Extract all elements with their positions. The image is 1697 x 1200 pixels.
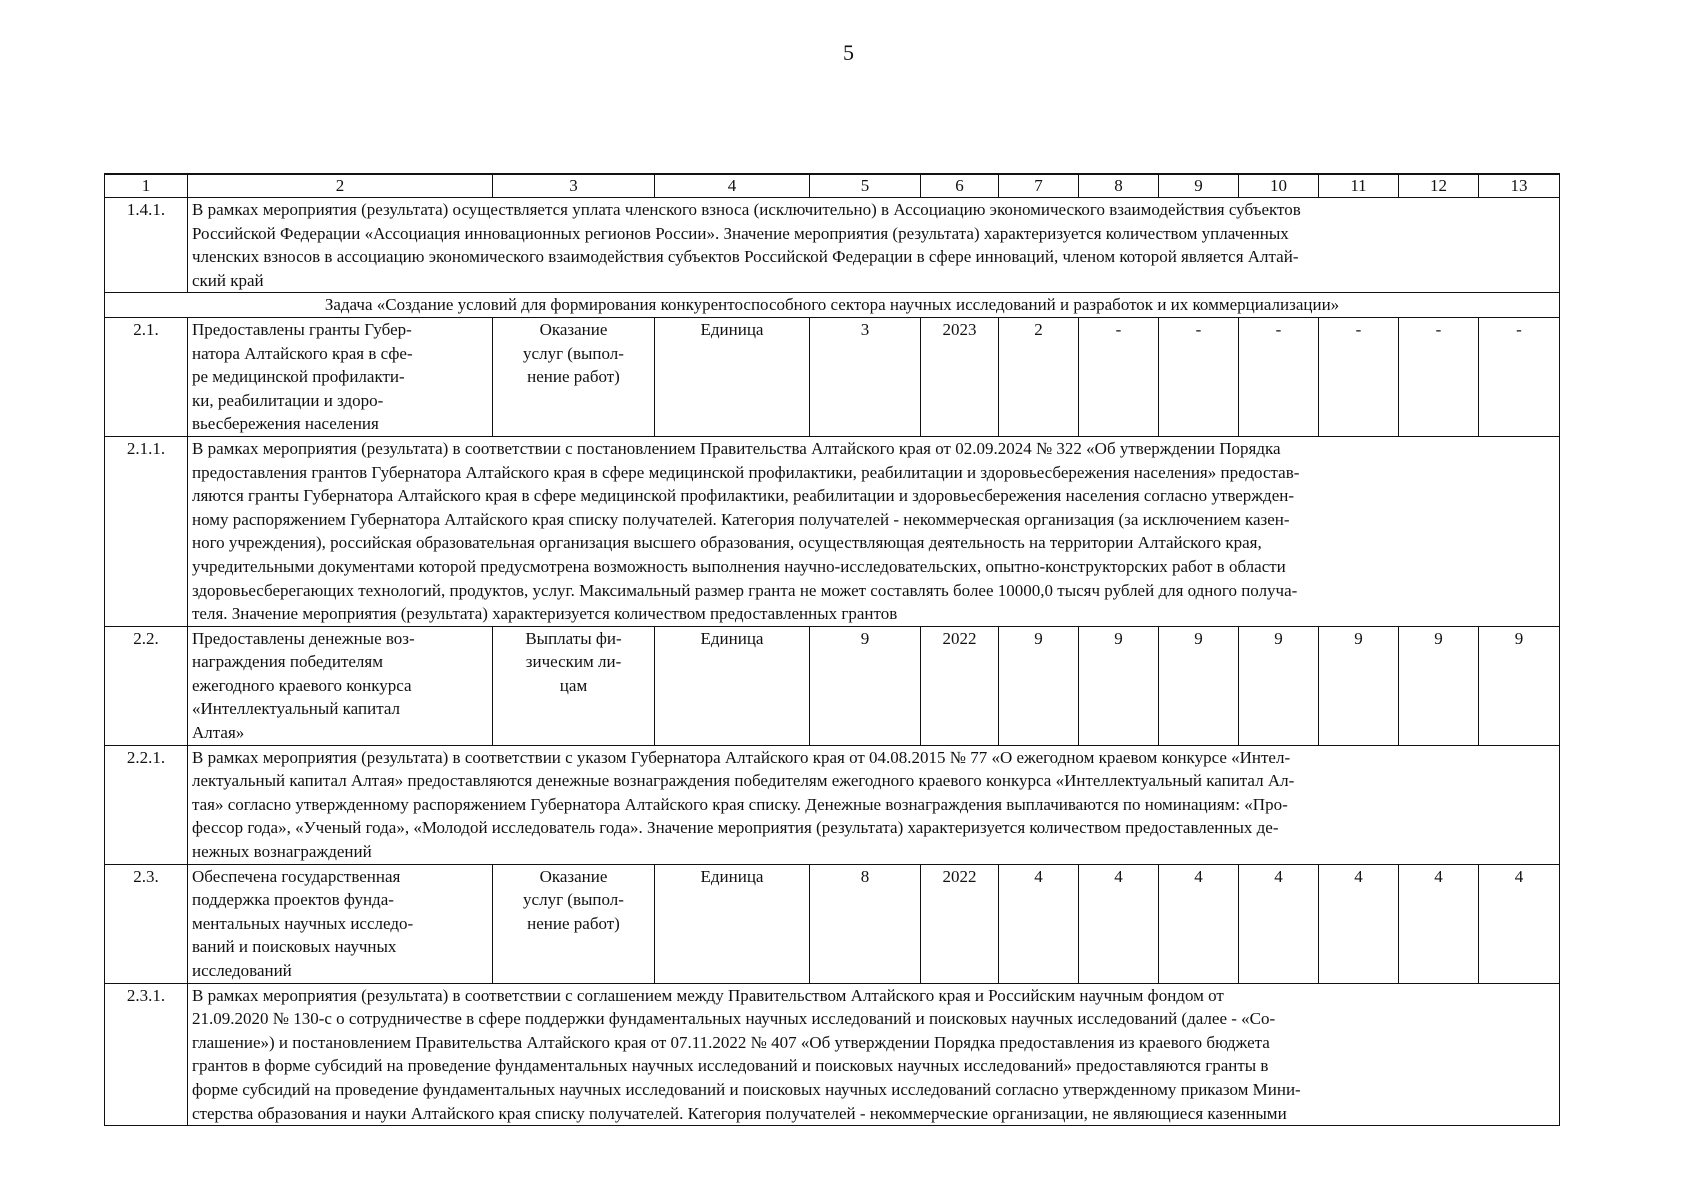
result-name [188, 864, 493, 983]
description-row [105, 198, 1560, 293]
row-number: 2.1.1. [105, 436, 188, 626]
description-row [105, 745, 1560, 864]
column-number-header: 7 [999, 174, 1079, 198]
year-value: 9 [1479, 626, 1560, 745]
result-type-line: Выплаты фи- [525, 628, 622, 648]
header-row [105, 174, 1560, 198]
base-year: 2022 [921, 864, 999, 983]
row-number: 2.2.1. [105, 745, 188, 864]
result-name-line: ежегодного краевого конкурса [192, 675, 412, 695]
column-number-header: 11 [1319, 174, 1399, 198]
column-number-header: 1 [105, 174, 188, 198]
result-type-line: цам [559, 675, 588, 695]
description-text [188, 436, 1560, 626]
result-name-line: Предоставлены гранты Губер- [192, 319, 412, 339]
result-name-line: ментальных научных исследо- [192, 913, 414, 933]
row-number: 2.3. [105, 864, 188, 983]
year-value: 4 [1159, 864, 1239, 983]
year-value: 4 [1399, 864, 1479, 983]
row-number: 2.3.1. [105, 983, 188, 1126]
result-name-line: Алтая» [192, 723, 245, 743]
base-value: 9 [810, 626, 921, 745]
measures-table [104, 173, 1560, 1126]
result-type-line: зическим ли- [525, 652, 622, 672]
indicator-row [105, 864, 1560, 983]
description-line: членских взносов в ассоциацию экономического взаимодействия субъектов Российской Федерации в сфере инноваций, членом которой является Алтай- [192, 247, 1299, 267]
description-line: нежных вознаграждений [192, 842, 372, 862]
result-name-line: исследований [192, 961, 292, 980]
description-line: ляются гранты Губернатора Алтайского края в сфере медицинской профилактики, реабилитации и здоровьесбережения населения согласно утвержден- [192, 486, 1295, 506]
year-value: 9 [999, 626, 1079, 745]
result-name-line: награждения победителям [192, 652, 383, 672]
description-line: 21.09.2020 № 130-с о сотрудничестве в сфере поддержки фундаментальных научных исследований и поисковых научных исследований (далее - «Со- [192, 1009, 1276, 1029]
column-number-header: 2 [188, 174, 493, 198]
result-name-line: ки, реабилитации и здоро- [192, 390, 384, 410]
result-type-line: Оказание [539, 319, 608, 339]
result-name-line: ваний и поисковых научных [192, 937, 397, 957]
year-value: 9 [1239, 626, 1319, 745]
indicator-row [105, 317, 1560, 436]
description-text [188, 198, 1560, 293]
result-name-line: вьесбережения населения [192, 414, 379, 434]
result-type [493, 864, 655, 983]
description-line: тая» согласно утвержденному распоряжением Губернатора Алтайского края списку. Денежные вознаграждения выплачиваются по номинациям: «Про- [192, 794, 1288, 814]
year-value: - [1479, 317, 1560, 436]
result-name [188, 317, 493, 436]
row-number: 1.4.1. [105, 198, 188, 293]
description-line: В рамках мероприятия (результата) осуществляется уплата членского взноса (исключительно) в Ассоциацию экономического взаимодействия субъектов [192, 200, 1301, 219]
base-value: 3 [810, 317, 921, 436]
column-number-header: 13 [1479, 174, 1560, 198]
year-value: 4 [1479, 864, 1560, 983]
column-number-header: 12 [1399, 174, 1479, 198]
base-value: 8 [810, 864, 921, 983]
description-line: ский край [192, 270, 264, 290]
description-line: здоровьесберегающих технологий, продуктов, услуг. Максимальный размер гранта не может составлять более 10000,0 тысяч рублей для одного получа- [192, 580, 1298, 600]
column-number-header: 6 [921, 174, 999, 198]
description-line: учредительными документами которой предусмотрена возможность выполнения научно-исследовательских, опытно-конструкторских работ в области [192, 556, 1286, 576]
result-name-line: натора Алтайского края в сфе- [192, 343, 413, 363]
column-number-header: 9 [1159, 174, 1239, 198]
description-text [188, 983, 1560, 1126]
year-value: 4 [999, 864, 1079, 983]
year-value: 9 [1399, 626, 1479, 745]
column-number-header: 3 [493, 174, 655, 198]
description-line: ного учреждения), российская образовательная организация высшего образования, осуществляющая деятельность на территории Алтайского края, [192, 533, 1262, 553]
task-row [105, 293, 1560, 318]
description-line: В рамках мероприятия (результата) в соответствии с указом Губернатора Алтайского края от 04.08.2015 № 77 «О ежегодном краевом конкурсе «Интел- [192, 747, 1291, 767]
table-body [105, 174, 1560, 1126]
year-value: - [1159, 317, 1239, 436]
description-text [188, 745, 1560, 864]
result-name-line: «Интеллектуальный капитал [192, 699, 401, 719]
unit: Единица [655, 626, 810, 745]
column-number-header: 10 [1239, 174, 1319, 198]
description-line: В рамках мероприятия (результата) в соответствии с соглашением между Правительством Алтайского края и Российским научным фондом от [192, 985, 1224, 1005]
base-year: 2023 [921, 317, 999, 436]
description-line: лектуальный капитал Алтая» предоставляются денежные вознаграждения победителям ежегодного краевого конкурса «Интеллектуальный капитал Ал- [192, 771, 1295, 791]
result-name [188, 626, 493, 745]
result-type-line: нение работ) [527, 367, 620, 387]
year-value: 4 [1319, 864, 1399, 983]
column-number-header: 5 [810, 174, 921, 198]
year-value: - [1079, 317, 1159, 436]
result-name-line: Обеспечена государственная [192, 866, 401, 886]
description-line: глашение») и постановлением Правительства Алтайского края от 07.11.2022 № 407 «Об утверждении Порядка предоставления из краевого бюджета [192, 1032, 1270, 1052]
unit: Единица [655, 317, 810, 436]
result-type-line: Оказание [539, 866, 608, 886]
year-value: 9 [1319, 626, 1399, 745]
row-number: 2.2. [105, 626, 188, 745]
result-type-line: услуг (выпол- [523, 343, 624, 363]
result-name-line: поддержка проектов фунда- [192, 890, 394, 910]
description-line: теля. Значение мероприятия (результата) характеризуется количеством предоставленных грантов [192, 604, 898, 624]
column-number-header: 4 [655, 174, 810, 198]
year-value: 9 [1079, 626, 1159, 745]
row-number: 2.1. [105, 317, 188, 436]
year-value: - [1319, 317, 1399, 436]
description-line: предоставления грантов Губернатора Алтайского края в сфере медицинской профилактики, реабилитации и здоровьесбережения населения» предостав- [192, 462, 1300, 482]
year-value: 9 [1159, 626, 1239, 745]
year-value: 4 [1079, 864, 1159, 983]
column-number-header: 8 [1079, 174, 1159, 198]
description-line: Российской Федерации «Ассоциация инновационных регионов России». Значение мероприятия (результата) характеризуется количеством уплаченных [192, 223, 1289, 243]
indicator-row [105, 626, 1560, 745]
description-row [105, 983, 1560, 1126]
year-value: - [1399, 317, 1479, 436]
year-value: - [1239, 317, 1319, 436]
description-line: форме субсидий на проведение фундаментальных научных исследований и поисковых научных исследований согласно утвержденному приказом Мини- [192, 1079, 1301, 1099]
base-year: 2022 [921, 626, 999, 745]
description-line: ному распоряжением Губернатора Алтайского края списку получателей. Категория получателей - некоммерческая организация (за исключением казен- [192, 509, 1290, 529]
year-value: 2 [999, 317, 1079, 436]
task-title: Задача «Создание условий для формирования конкурентоспособного сектора научных исследований и разработок и их коммерциализации» [105, 293, 1560, 318]
result-type-line: услуг (выпол- [523, 890, 624, 910]
description-line: фессор года», «Ученый года», «Молодой исследователь года». Значение мероприятия (результата) характеризуется количеством предоставленных де- [192, 818, 1279, 838]
description-line: грантов в форме субсидий на проведение фундаментальных научных исследований и поисковых научных исследований» предоставляются гранты в [192, 1056, 1269, 1076]
description-line: В рамках мероприятия (результата) в соответствии с постановлением Правительства Алтайского края от 02.09.2024 № 322 «Об утверждении Порядка [192, 438, 1281, 458]
page-number: 5 [843, 40, 854, 65]
description-line: стерства образования и науки Алтайского края списку получателей. Категория получателей - некоммерческие организации, не являющиеся казенными [192, 1103, 1287, 1123]
unit: Единица [655, 864, 810, 983]
result-name-line: Предоставлены денежные воз- [192, 628, 415, 648]
result-type [493, 626, 655, 745]
result-type-line: нение работ) [527, 913, 620, 933]
result-name-line: ре медицинской профилакти- [192, 367, 405, 387]
description-row [105, 436, 1560, 626]
result-type [493, 317, 655, 436]
year-value: 4 [1239, 864, 1319, 983]
